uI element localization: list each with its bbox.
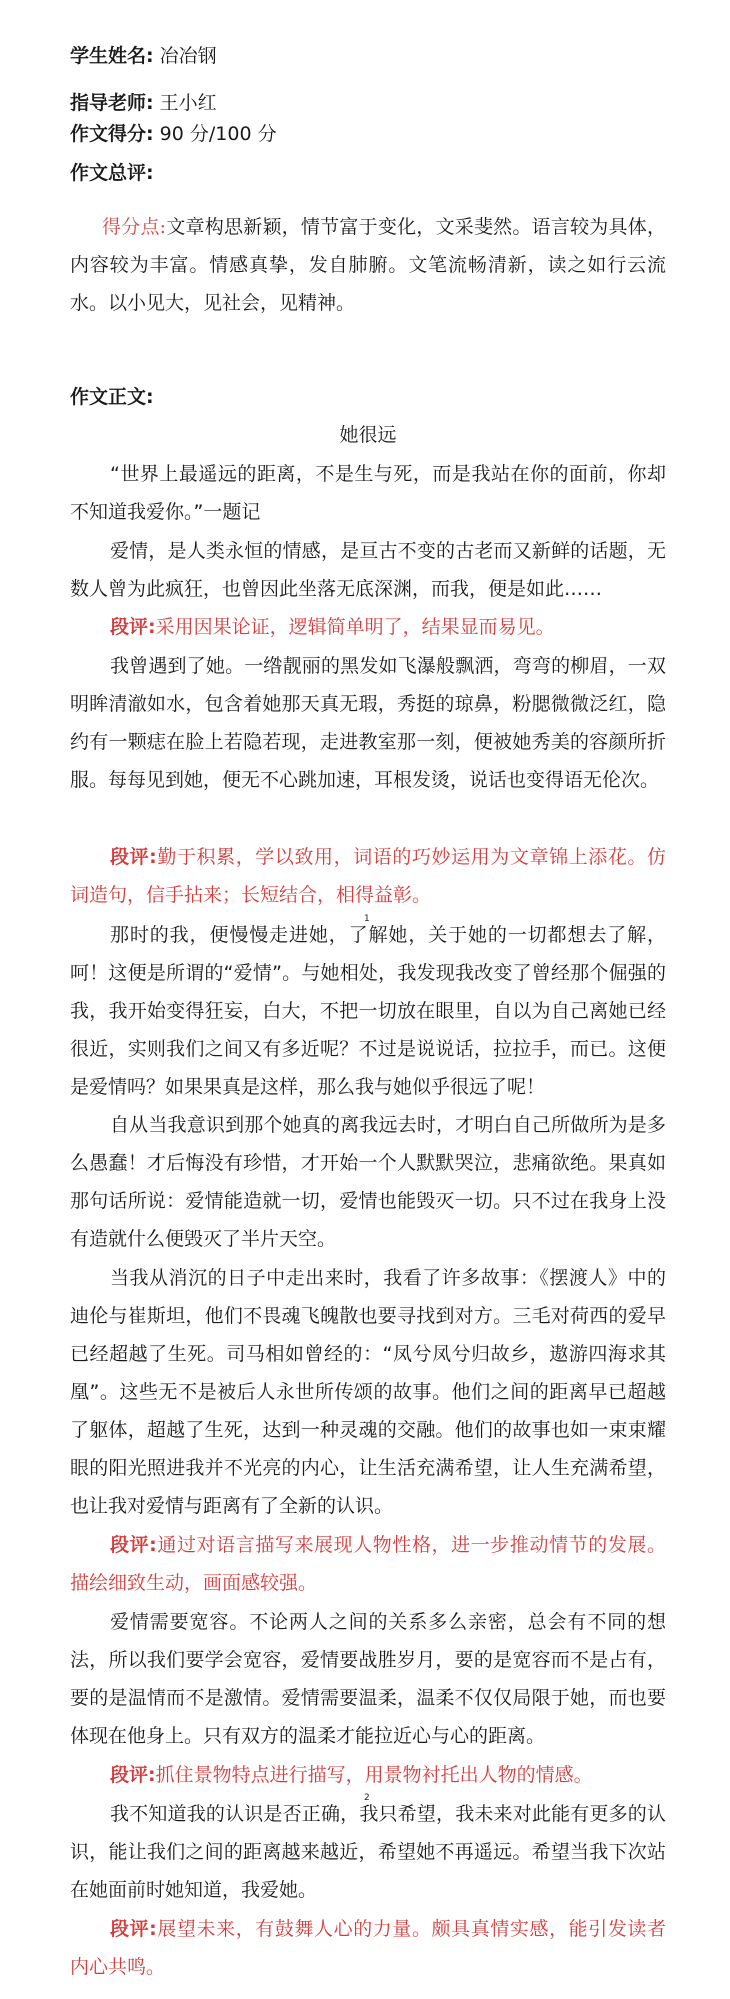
paragraph-comment <box>70 608 666 646</box>
teacher-value: 王小红 <box>159 92 217 114</box>
comment-label: 段评: <box>110 846 157 868</box>
essay-paragraph: 当我从消沉的日子中走出来时，我看了许多故事：《摆渡人》中的迪伦与崔斯坦，他们不畏魂飞魄散也要寻找到对方。三毛对荷西的爱早已经超越了生死。司马相如曾经的：“凤兮凤兮归故乡，遨游四海求其凰”。这些无不是被后人永世所传颂的故事。他们之间的距离早已超越了躯体，超越了生死，达到一种灵魂的交融。他们的故事也如一束束耀眼的阳光照进我并不光亮的内心，让生活充满希望，让人生充满希望，也让我对爱情与距离有了全新的认识。 <box>70 1267 666 1517</box>
comment-text: 通过对语言描写来展现人物性格，进一步推动情节的发展。描绘细致生动，画面感较强。 <box>70 1534 666 1594</box>
summary-label: 作文总评: <box>70 162 154 184</box>
student-name-label: 学生姓名: <box>70 45 154 67</box>
paragraph-comment <box>70 1756 666 1794</box>
teacher-row <box>70 90 217 116</box>
comment-label: 段评: <box>110 1918 157 1940</box>
overall-text: 文章构思新颖，情节富于变化，文采斐然。语言较为具体，内容较为丰富。情感真挚，发自肺腑。文笔流畅清新，读之如行云流水。以小见大，见社会，见精神。 <box>70 216 666 314</box>
essay-heading: 作文正文: <box>70 386 154 408</box>
score-label: 作文得分: <box>70 123 154 145</box>
teacher-label: 指导老师: <box>70 92 154 114</box>
essay-paragraph: 爱情需要宽容。不论两人之间的关系多么亲密，总会有不同的想法，所以我们要学会宽容，爱情要战胜岁月，要的是宽容而不是占有，要的是温情而不是激情。爱情需要温柔，温柔不仅仅局限于她，而也要体现在他身上。只有双方的温柔才能拉近心与心的距离。 <box>70 1611 666 1747</box>
summary-heading <box>70 160 154 186</box>
comment-text: 采用因果论证，逻辑简单明了，结果显而易见。 <box>155 616 555 638</box>
score-row <box>70 121 277 147</box>
paragraph-comment <box>70 1526 666 1602</box>
comment-text: 勤于积累，学以致用，词语的巧妙运用为文章锦上添花。仿词造句，信手拈来；长短结合，相得益彰。 <box>70 846 666 906</box>
essay-paragraph: 那时的我，便慢慢走进她，了解她，关于她的一切都想去了解，呵！这便是所谓的“爱情”。与她相处，我发现我改变了曾经那个倔强的我，我开始变得狂妄，白大，不把一切放在眼里，自以为自己离她已经很近，实则我们之间又有多近呢？不过是说说话，拉拉手，而已。这便是爱情吗？如果果真是这样，那么我与她似乎很远了呢！ <box>70 924 666 1098</box>
comment-label: 段评: <box>110 1534 157 1556</box>
essay-paragraph: 自从当我意识到那个她真的离我远去时，才明白自己所做所为是多么愚蠢！才后悔没有珍惜，才开始一个人默默哭泣，悲痛欲绝。果真如那句话所说：爱情能造就一切，爱情也能毁灭一切。只不过在我身上没有造就什么便毁灭了半片天空。 <box>70 1114 666 1250</box>
comment-label: 段评: <box>110 616 156 638</box>
overall-comment <box>70 208 666 322</box>
essay-paragraph: 我不知道我的认识是否正确，我只希望，我未来对此能有更多的认识，能让我们之间的距离越来越近，希望她不再遥远。希望当我下次站在她面前时她知道，我爱她。 <box>70 1803 666 1901</box>
comment-text: 展望未来，有鼓舞人心的力量。颇具真情实感，能引发读者内心共鸣。 <box>70 1918 666 1978</box>
student-name-row <box>70 43 217 69</box>
paragraph-comment <box>70 838 666 914</box>
comment-label: 段评: <box>110 1764 156 1786</box>
student-name-value: 冶冶钢 <box>159 45 217 67</box>
essay-title: 她很远 <box>339 424 397 446</box>
essay-paragraph: “世界上最遥远的距离，不是生与死，而是我站在你的面前，你却不知道我爱你。”一题记 <box>70 463 666 523</box>
score-value: 90 分/100 分 <box>159 123 277 145</box>
essay-paragraph: 爱情，是人类永恒的情感，是亘古不变的古老而又新鲜的话题，无数人曾为此疯狂，也曾因此坐落无底深渊，而我，便是如此…… <box>70 540 666 600</box>
page-number: 1 <box>364 914 370 924</box>
page-number: 2 <box>364 1793 370 1803</box>
overall-highlight: 得分点: <box>102 216 167 238</box>
essay-paragraph: 我曾遇到了她。一绺靓丽的黑发如飞瀑般飘洒，弯弯的柳眉，一双明眸清澈如水，包含着她那天真无瑕，秀挺的琼鼻，粉腮微微泛红，隐约有一颗痣在脸上若隐若现，走进教室那一刻，便被她秀美的容颜所折服。每每见到她，便无不心跳加速，耳根发烫，说话也变得语无伦次。 <box>70 655 666 791</box>
comment-text: 抓住景物特点进行描写，用景物衬托出人物的情感。 <box>155 1764 593 1786</box>
paragraph-comment <box>70 1910 666 1986</box>
